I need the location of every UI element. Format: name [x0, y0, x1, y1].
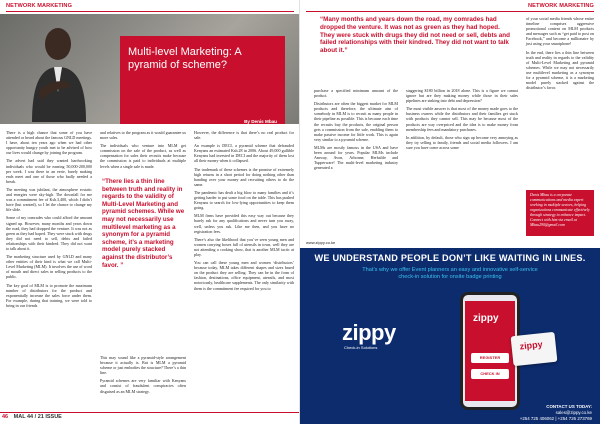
paragraph: The advert had said they wanted hardworking individuals who would be earning 50,000-200,000 per week. I was there in an eerie, barely making ends meet and one of those who badly needed a break. — [6, 158, 92, 184]
paragraph: MLMs are mostly famous in the USA and have been around for years. Popular MLMs include Amway, Avon, Arbonne, Herbalife and Tupperware! The multi-level marketing industry generated a — [314, 144, 398, 171]
paragraph: The most visible answer is that most of the money made goes to the business owners while the distributors and their families get stuck with products they cannot sell. This may be because most of the products are way overpriced and the idea is to make money from membership fees and mandatory purchases. — [406, 106, 518, 132]
pull-quote: “There lies a thin line between truth and reality in regards to the validity of Multi-Level Marketing and pyramid schemes. While we may not necessarily use multilevel marketing as a synonym for a pyramid scheme, it’s a marketing model purely stacked against the distributor’s favor. ” — [102, 178, 185, 269]
ad-contact — [520, 404, 592, 422]
phone-register-button: REGISTER — [471, 353, 509, 363]
article-column-1 — [6, 130, 92, 311]
zippy-logo-tagline: Check-in Solutions — [344, 345, 378, 350]
page-footer — [2, 414, 62, 420]
phone-logo: zippy — [473, 313, 499, 324]
paragraph: The meeting was jubilant, the atmosphere ecstatic and energies were sky-high. The downfall for me was a commitment fee of Ksh.3,400, which I didn’t have (but wanted), so I let the chance to change my life slide. — [6, 186, 92, 213]
paragraph: There’s also the likelihood that you’ve seen young men and women carrying boxes full of utensils in town, well they are not attending a cooking show, that is another MLM tactic at play. — [194, 236, 294, 257]
phone-mockup — [460, 292, 520, 410]
contact-phones: +254 725 406062 | +254 726 273769 — [519, 416, 592, 421]
paragraph: purchase a specified minimum amount of the product. — [314, 88, 398, 99]
footer-rule — [0, 412, 300, 413]
ad-subline-2: check-in solution for onsite badge printing — [398, 274, 502, 280]
man-photo-icon — [18, 22, 88, 122]
magazine-issue: MAL 44 / 21 ISSUE — [13, 414, 62, 420]
article-column-2a — [100, 130, 186, 172]
section-rule — [306, 11, 594, 12]
title-box — [120, 36, 285, 124]
page-number: 46 — [2, 414, 9, 420]
paragraph: MLM firms have provided this easy way out because they barely ask for any qualifications and never turn you away, well, unless you ask. Like me then, and you have no registration fees. — [194, 213, 294, 234]
zippy-advertisement — [300, 248, 600, 424]
contact-heading: CONTACT US TODAY: — [546, 404, 592, 409]
article-column-3 — [194, 130, 294, 294]
paragraph: Some of my comrades who could afford the amount signed up. However, many months and years down the road, they had dropped the venture. It was not as green as they had hoped. They were stuck with drugs they did not need to sell, debts and failed relationships with their kindred. They did not want to talk about it. — [6, 215, 93, 251]
article-column-1 — [314, 88, 398, 173]
event-badge-icon — [511, 332, 558, 366]
paragraph: However, the difference is that there’s no real product for sale. — [194, 130, 294, 141]
paragraph: and relatives to the program as it would guarantee us more sales. — [100, 130, 186, 141]
article-column-3 — [526, 16, 594, 93]
paragraph: The marketing structure used by GNLD and many other entities of their kind is what we call Multi-Level Marketing (MLM). It involves the use of word of mouth and direct sales in selling products to the public. — [6, 254, 92, 280]
paragraph: The pandemic has dealt a big blow to many families and it’s getting harder to put some food on the table. This has pushed Kenyans to search for low-lying opportunities to keep them going. — [194, 189, 294, 211]
paragraph: of your social media friends whose entire timeline comprises aggressive promotional content on MLM products and messages such as “get paid to post on Facebook,” and become a millionaire by just using your smartphone! — [526, 16, 594, 47]
paragraph: Distributors are often the biggest market for MLM products and therefore, the ultimate aim of somebody in MLM is to recruit as many people in their pipeline as possible. This is because each time the recruits buy the products, the original person gets a commission from the sale, enabling them to make passive income for little work. This is again very similar to a pyramid scheme. — [314, 101, 398, 142]
paragraph: You can call these young men and women ‘distributors’ because today, MLM takes different shapes and sizes based on the product they are selling. They can be in the form of fashion, destinations, office equipment, utensils, and most notoriously, healthcare supplements. The only similarity with them is the commitment fee required for you to — [194, 260, 294, 291]
article-column-2b — [100, 355, 186, 397]
paragraph: This may sound like a pyramid-style arrangement because it actually is. But is MLM a pyramid scheme or just embodies the structure? There’s a thin line. — [100, 355, 187, 376]
paragraph: The individuals who venture into MLM get commission on the sale of the product, as well as compensation for sales their recruits make because the commission is paid to individuals at multiple levels when a single sale is made. — [100, 143, 186, 169]
section-rule — [6, 11, 294, 12]
article-column-2 — [406, 88, 518, 153]
right-page — [300, 0, 600, 424]
paragraph: In the end, there lies a thin line between truth and reality in regards to the validity of Multi-Level Marketing and pyramid schemes. While we may not necessarily use multilevel marketing as a synonym for a pyramid scheme, it is a marketing model purely stacked against the distributor’s favor. — [526, 49, 594, 91]
hero-image — [0, 14, 300, 124]
ad-subline-1: That’s why we offer Event planners an easy and innovative self-service — [362, 267, 538, 273]
paragraph: There is a high chance that some of you have attended or heard about the famous GNLD meetings. I have, about ten years ago when we had other opportunity hungry youth met to be advised of how our lives would change by joining the program. — [6, 130, 92, 156]
paragraph: An example is DECI, a pyramid scheme that defrauded Kenyans an estimated Ksh.28 in 2006. About 49,000 gullible Kenyans had invested in DECI and the majority of them lost all their money when it collapsed. — [194, 143, 294, 164]
ad-url: www.zippy.co.ke — [306, 240, 336, 245]
paragraph: In addition, by default, those who sign up become very annoying as they try selling to family, friends and social media followers. I am sure you have come across some — [406, 134, 518, 150]
badge-logo: zippy — [519, 339, 544, 352]
ad-headline: WE UNDERSTAND PEOPLE DON’T LIKE WAITING IN LINES. — [314, 253, 586, 263]
paragraph: The key goal of MLM is to promote the maximum number of distributors for the product and exponentially increase the sales force under them. For example, during that training, we were told to bring in our friends — [6, 282, 92, 308]
zippy-logo: zippy — [342, 320, 396, 345]
author-byline: By Denis Mbau — [244, 119, 277, 124]
author-bio-box: Denis Mbau is a corporate communications and media expert working in multiple sectors, helping organizations communicate effectively through strategy to enhance impact. Connect with him via email at Mbau290@gmail.com — [526, 190, 594, 236]
phone-screen — [465, 301, 515, 401]
pull-quote: “Many months and years down the road, my comrades had dropped the venture. It was not as green as they had hoped. They were stuck with drugs they did not need or sell, debts and failed relationships with their kindred. They did not want to talk about it.” — [320, 16, 510, 55]
paragraph: Pyramid schemes are very familiar with Kenyans and consist of fraudulent conspiracies often disguised as an MLM strategy. — [100, 378, 186, 394]
ad-subline — [300, 267, 600, 281]
section-label: NETWORK MARKETING — [6, 3, 73, 9]
section-label: NETWORK MARKETING — [527, 3, 594, 9]
paragraph: The trademark of these schemes is the promise of extremely high returns in a short period for doing nothing other than handing over your money and recruiting others to do the same. — [194, 166, 294, 187]
phone-checkin-button: CHECK IN — [471, 369, 509, 379]
paragraph: staggering $180 billion in 2018 alone. This is a figure we cannot ignore but are they making money while those in their sales pipelines are sinking into debt and depression? — [406, 88, 518, 104]
contact-email: sales@zippy.co.ke — [555, 410, 592, 415]
article-title: Multi-level Marketing: A pyramid of scheme? — [128, 46, 242, 71]
